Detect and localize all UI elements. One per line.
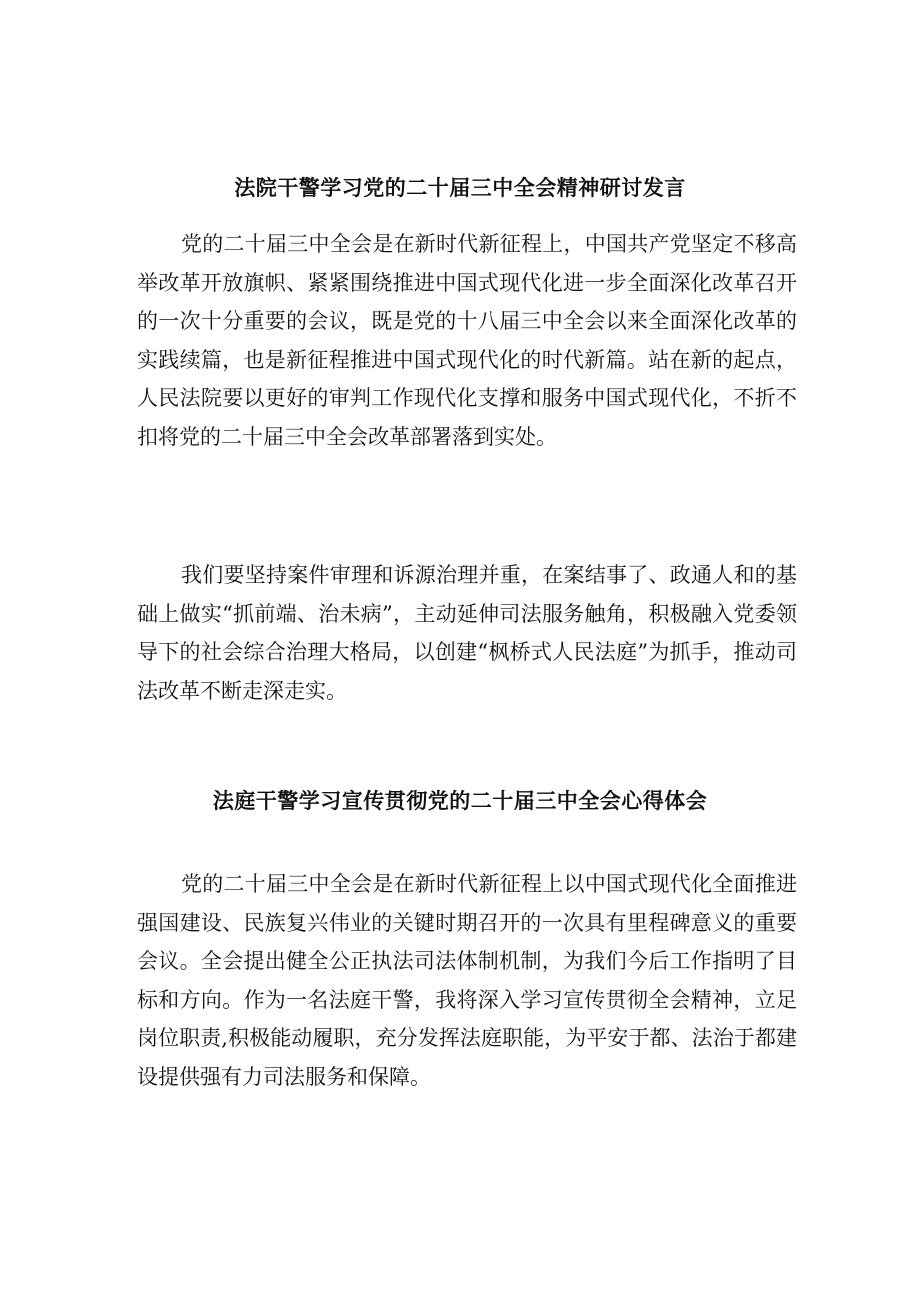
paragraph-tribunal-reflection-1: 党的二十届三中全会是在新时代新征程上以中国式现代化全面推进强国建设、民族复兴伟业的关键时期召开的一次具有里程碑意义的重要会议。全会提出健全公正执法司法体制机制，为我们今后工作指明了目标和方向。作为一名法庭干警，我将深入学习宣传贯彻全会精神，立足岗位职责,积极能动履职，充分发挥法庭职能，为平安于都、法治于都建设提供强有力司法服务和保障。 [137, 872, 797, 1089]
paragraph-court-speech-2: 我们要坚持案件审理和诉源治理并重，在案结事了、政通人和的基础上做实“抓前端、治未病”，主动延伸司法服务触角，积极融入党委领导下的社会综合治理大格局，以创建“枫桥式人民法庭”为抓手，推动司法改革不断走深走实。 [137, 563, 797, 703]
section-title-tribunal-reflection: 法庭干警学习宣传贯彻党的二十届三中全会心得体会 [212, 788, 708, 813]
paragraph-court-speech-1: 党的二十届三中全会是在新时代新征程上，中国共产党坚定不移高举改革开放旗帜、紧紧围绕推进中国式现代化进一步全面深化改革召开的一次十分重要的会议，既是党的十八届三中全会以来全面深化改革的实践续篇，也是新征程推进中国式现代化的时代新篇。站在新的起点，人民法院要以更好的审判工作现代化支撑和服务中国式现代化，不折不扣将党的二十届三中全会改革部署落到实处。 [137, 232, 797, 449]
section-title-court-speech: 法院干警学习党的二十届三中全会精神研讨发言 [234, 175, 686, 200]
